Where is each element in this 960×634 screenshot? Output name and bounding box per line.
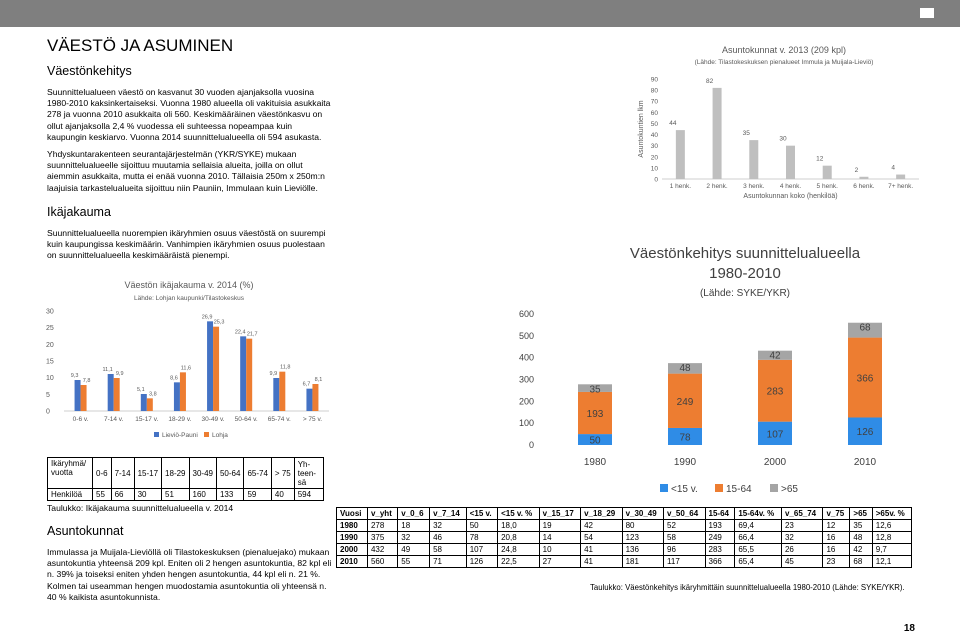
y-tick-label: 0 xyxy=(528,440,534,450)
x-axis-label: Asuntokunnan koko (henkilöä) xyxy=(743,193,838,200)
population-table-cell: 80 xyxy=(622,520,663,532)
y-tick-label: 70 xyxy=(650,98,658,106)
age-table-header: 30-49 xyxy=(189,458,216,489)
y-axis-label: Asuntokuntien lkm xyxy=(638,100,645,158)
population-table-cell: 1980 xyxy=(337,520,368,532)
data-label: 8,6 xyxy=(170,375,178,382)
chart-title: Väestönkehitys suunnittelualueella xyxy=(629,245,861,262)
x-tick-label: 5 henk. xyxy=(816,183,838,190)
population-table-cell: 96 xyxy=(664,544,705,556)
legend-label: >65 xyxy=(781,484,798,495)
bar xyxy=(306,389,312,411)
population-table-header: v_18_29 xyxy=(581,508,622,520)
bar xyxy=(108,374,114,411)
population-table-cell: 66,4 xyxy=(735,532,782,544)
population-table-header: v_75 xyxy=(823,508,850,520)
y-tick-label: 30 xyxy=(650,143,658,151)
age-table-header: 15-17 xyxy=(134,458,161,489)
population-table-cell: 283 xyxy=(705,544,735,556)
age-table-cell: 55 xyxy=(93,489,112,501)
bar xyxy=(114,378,120,411)
population-table-cell: 24,8 xyxy=(498,544,540,556)
x-tick-label: > 75 v. xyxy=(302,416,323,423)
section-heading-age: Ikäjakauma xyxy=(47,205,111,219)
population-table-row xyxy=(337,532,912,544)
population-table-cell: 432 xyxy=(367,544,397,556)
population-table-cell: 136 xyxy=(622,544,663,556)
legend-swatch xyxy=(154,432,159,437)
data-label: 50 xyxy=(589,435,601,447)
population-table-caption: Taulukko: Väestönkehitys ikäryhmittäin suunnittelualueella 1980-2010 (Lähde: SYKE/YKR). xyxy=(590,583,905,592)
population-table-cell: 23 xyxy=(823,556,850,568)
y-tick-label: 10 xyxy=(650,165,658,173)
population-table-cell: 32 xyxy=(398,532,430,544)
population-table-header: >65 xyxy=(850,508,872,520)
bar xyxy=(141,394,147,411)
x-tick-label: 30-49 v. xyxy=(201,416,225,423)
y-tick-label: 600 xyxy=(518,309,534,319)
population-table-cell: 181 xyxy=(622,556,663,568)
population-table-cell: 23 xyxy=(781,520,822,532)
population-table-header: 15-64v. % xyxy=(735,508,782,520)
y-tick-label: 0 xyxy=(654,176,658,184)
data-label: 35 xyxy=(742,130,750,138)
y-tick-label: 100 xyxy=(518,418,534,429)
population-table-cell: 9,7 xyxy=(872,544,911,556)
population-table-cell: 18 xyxy=(398,520,430,532)
y-tick-label: 15 xyxy=(46,358,54,366)
data-label: 7,8 xyxy=(82,378,91,384)
page-title: VÄESTÖ JA ASUMINEN xyxy=(47,36,234,55)
chart-title: Väestön ikäjakauma v. 2014 (%) xyxy=(124,280,254,290)
y-tick-label: 60 xyxy=(650,109,658,117)
data-label: 22,4 xyxy=(234,329,246,336)
chart-title: Asuntokunnat v. 2013 (209 kpl) xyxy=(722,45,846,55)
y-tick-label: 90 xyxy=(650,76,658,84)
data-label: 366 xyxy=(856,373,874,385)
data-label: 126 xyxy=(856,427,874,439)
population-table-cell: 560 xyxy=(367,556,397,568)
population-table-cell: 27 xyxy=(539,556,580,568)
population-development-chart xyxy=(510,230,920,498)
x-tick-label: 2010 xyxy=(853,457,877,468)
legend-swatch xyxy=(660,484,668,492)
y-tick-label: 500 xyxy=(518,330,534,341)
y-tick-label: 300 xyxy=(518,374,534,385)
data-label: 21,7 xyxy=(246,331,258,338)
data-label: 11,1 xyxy=(102,367,113,373)
population-table-row xyxy=(337,520,912,532)
population-table-header: 15-64 xyxy=(705,508,735,520)
population-table-cell: 19 xyxy=(539,520,580,532)
bar xyxy=(81,385,87,411)
data-label: 11,6 xyxy=(180,365,192,372)
bar xyxy=(213,327,219,411)
population-table-cell: 12,8 xyxy=(872,532,911,544)
population-table-cell: 42 xyxy=(581,520,622,532)
bar xyxy=(896,175,905,179)
population-table-header: >65v. % xyxy=(872,508,911,520)
bar xyxy=(246,339,252,411)
population-table-cell: 41 xyxy=(581,556,622,568)
x-tick-label: 2 henk. xyxy=(706,183,728,190)
y-tick-label: 20 xyxy=(46,341,54,349)
chart-subtitle: 1980-2010 xyxy=(709,265,781,282)
x-tick-label: 4 henk. xyxy=(779,183,802,190)
legend-swatch xyxy=(204,432,209,437)
population-table-cell: 2000 xyxy=(337,544,368,556)
legend-swatch xyxy=(715,484,723,492)
population-table-header: v_yht xyxy=(367,508,397,520)
paragraph-households: Immulassa ja Muijala-Lieviöllä oli Tilastokeskuksen (pienaluejako) mukaan asuntokuntia yhteensä 209 kpl. Eniten oli 2 hengen asuntokuntia, 82 kpl eli n. 39% ja toiseksi eniten yhden hengen asuntokuntia, 44 kpl eli n. 21 %. Kolmen tai useamman hengen muodostamia asuntokuntia oli yhteensä n. 40 % kaikista asuntokunnista. xyxy=(47,547,332,602)
age-table-cell: 40 xyxy=(271,489,294,501)
population-table-cell: 16 xyxy=(823,532,850,544)
x-tick-label: 7+ henk. xyxy=(888,183,914,190)
population-table-header: <15 v. % xyxy=(498,508,540,520)
population-table-cell: 193 xyxy=(705,520,735,532)
age-table-cell: 51 xyxy=(162,489,189,501)
population-table-cell: 49 xyxy=(398,544,430,556)
population-table-cell: 26 xyxy=(781,544,822,556)
data-label: 78 xyxy=(679,432,691,444)
section-heading-population: Väestönkehitys xyxy=(47,64,132,78)
age-table-header: 65-74 xyxy=(244,458,271,489)
bar xyxy=(749,140,758,179)
age-table-row-label: Henkilöä xyxy=(48,489,93,501)
population-table-cell: 69,4 xyxy=(735,520,782,532)
age-table-header: 7-14 xyxy=(111,458,134,489)
population-table-cell: 45 xyxy=(781,556,822,568)
population-table-header: v_50_64 xyxy=(664,508,705,520)
data-label: 42 xyxy=(769,350,781,362)
legend-swatch xyxy=(770,484,778,492)
population-table-header: v_65_74 xyxy=(781,508,822,520)
chart-subtitle: Lähde: Lohjan kaupunki/Tilastokeskus xyxy=(134,295,244,302)
population-table-cell: 71 xyxy=(430,556,467,568)
bar xyxy=(859,177,868,179)
population-table-cell: 12,1 xyxy=(872,556,911,568)
population-table-header: Vuosi xyxy=(337,508,368,520)
population-table-cell: 278 xyxy=(367,520,397,532)
age-table-cell: 594 xyxy=(294,489,323,501)
data-label: 3,8 xyxy=(148,391,157,398)
population-table-cell: 65,4 xyxy=(735,556,782,568)
data-label: 249 xyxy=(676,396,694,408)
legend-label: Lieviö-Pauni xyxy=(162,432,198,439)
households-chart xyxy=(634,40,924,206)
x-tick-label: 2000 xyxy=(763,457,787,468)
y-tick-label: 10 xyxy=(46,375,54,383)
age-table-caption: Taulukko: Ikäjakauma suunnittelualueella v. 2014 xyxy=(47,503,234,513)
x-tick-label: 65-74 v. xyxy=(267,416,291,423)
population-table-cell: 35 xyxy=(850,520,872,532)
legend-label: <15 v. xyxy=(671,484,698,495)
population-table-cell: 32 xyxy=(781,532,822,544)
population-table-cell: 52 xyxy=(664,520,705,532)
data-label: 35 xyxy=(589,384,601,396)
population-table-cell: 48 xyxy=(850,532,872,544)
bar xyxy=(786,146,795,179)
x-tick-label: 1990 xyxy=(673,457,697,468)
data-label: 193 xyxy=(586,409,604,421)
population-table-cell: 65,5 xyxy=(735,544,782,556)
population-table-cell: 1990 xyxy=(337,532,368,544)
y-tick-label: 20 xyxy=(650,154,658,162)
age-table-header: 18-29 xyxy=(162,458,189,489)
paragraph-age: Suunnittelualueella nuorempien ikäryhmien osuus väestöstä on suurempi kuin kaupungissa keskimäärin. Vanhimpien ikäryhmien osuus puolestaan on suunnittelualueella keskimääräistä pienempi. xyxy=(47,228,326,261)
data-label: 48 xyxy=(679,363,691,375)
age-table-cell: 133 xyxy=(216,489,243,501)
data-label: 82 xyxy=(705,77,714,85)
data-label: 107 xyxy=(766,429,784,441)
x-tick-label: 3 henk. xyxy=(743,183,765,190)
y-tick-label: 0 xyxy=(46,408,50,416)
x-tick-label: 0-6 v. xyxy=(72,416,89,423)
population-table-cell: 2010 xyxy=(337,556,368,568)
data-label: 25,3 xyxy=(213,319,225,326)
population-table-cell: 16 xyxy=(823,544,850,556)
data-label: 68 xyxy=(859,322,871,334)
population-table-header: v_7_14 xyxy=(430,508,467,520)
data-label: 6,7 xyxy=(302,381,311,388)
data-label: 12 xyxy=(816,155,824,163)
data-label: 5,1 xyxy=(136,387,145,393)
population-table-cell: 12,6 xyxy=(872,520,911,532)
x-tick-label: 7-14 v. xyxy=(103,416,124,423)
population-table-cell: 10 xyxy=(539,544,580,556)
y-tick-label: 400 xyxy=(518,352,534,363)
data-label: 4 xyxy=(891,164,895,172)
y-tick-label: 30 xyxy=(46,308,54,316)
age-distribution-chart xyxy=(44,275,334,445)
population-table-cell: 249 xyxy=(705,532,735,544)
age-table-header: Yh- teen- sä xyxy=(294,458,323,489)
population-table-cell: 20,8 xyxy=(498,532,540,544)
population-table-cell: 12 xyxy=(823,520,850,532)
bar xyxy=(240,336,246,411)
bar xyxy=(713,88,722,179)
x-tick-label: 15-17 v. xyxy=(135,416,159,423)
population-table-cell: 126 xyxy=(466,556,497,568)
age-table-header: > 75 xyxy=(271,458,294,489)
population-table-row xyxy=(337,556,912,568)
header-marker xyxy=(920,8,934,18)
x-tick-label: 50-64 v. xyxy=(234,416,258,423)
data-label: 9,9 xyxy=(115,371,124,377)
bar xyxy=(823,166,832,179)
population-table-header-row xyxy=(337,508,912,520)
data-label: 30 xyxy=(779,135,787,143)
age-table-row xyxy=(48,489,324,501)
data-label: 9,9 xyxy=(269,371,278,377)
age-table-cell: 66 xyxy=(111,489,134,501)
bar xyxy=(207,321,213,411)
y-tick-label: 40 xyxy=(650,132,658,140)
bar xyxy=(174,382,180,411)
population-table-cell: 18,0 xyxy=(498,520,540,532)
bar xyxy=(676,130,685,179)
population-table-cell: 78 xyxy=(466,532,497,544)
chart-source: (Lähde: SYKE/YKR) xyxy=(699,288,791,299)
legend-label: 15-64 xyxy=(726,484,752,495)
x-tick-label: 18-29 v. xyxy=(168,416,192,423)
data-label: 9,3 xyxy=(70,373,79,379)
data-label: 2 xyxy=(854,166,859,174)
legend-label: Lohja xyxy=(212,432,228,439)
population-table-row xyxy=(337,544,912,556)
population-table-cell: 54 xyxy=(581,532,622,544)
y-tick-label: 25 xyxy=(46,325,54,333)
population-table-cell: 32 xyxy=(430,520,467,532)
population-table-header: <15 v. xyxy=(466,508,497,520)
y-tick-label: 200 xyxy=(518,396,534,407)
age-table-header-label: Ikäryhmä/ vuotta xyxy=(48,458,93,489)
population-table-cell: 41 xyxy=(581,544,622,556)
population-table-cell: 117 xyxy=(664,556,705,568)
paragraph-ykr: Yhdyskuntarakenteen seurantajärjestelmän (YKR/SYKE) mukaan suunnittelualueelle sijoittuu muutamia sellaisia alueita, joilla on ollut aiemmin asukkaita, mutta ei enää vuonna 2010. Tällaisia 250m x 250m:n laajuisia tarkastelualueita sijoittuu niin Pauniin, Immulaan kuin Lieviölle. xyxy=(47,149,325,193)
y-tick-label: 5 xyxy=(46,391,50,399)
population-table-cell: 107 xyxy=(466,544,497,556)
y-tick-label: 80 xyxy=(650,87,658,95)
age-table-cell: 59 xyxy=(244,489,271,501)
population-table-cell: 55 xyxy=(398,556,430,568)
bar xyxy=(312,384,318,411)
population-table-cell: 14 xyxy=(539,532,580,544)
y-tick-label: 50 xyxy=(650,120,658,128)
bar xyxy=(75,380,81,411)
paragraph-population: Suunnittelualueen väestö on kasvanut 30 vuoden ajanjaksolla vuosina 1980-2010 kaksinkertaiseksi. Vuonna 1980 alueella oli vakituisia asukkaita 278 ja vuonna 2010 asukkaita oli 560. Keskimääräinen väestönkasvu on ollut ajanjaksolla 2,4 % vuodessa eli suhteessa nopeampaa kuin kaupungin keskiarvo. Vuonna 2014 suunnittelualueella oli 594 asukasta. xyxy=(47,87,331,142)
x-tick-label: 6 henk. xyxy=(853,183,875,190)
header-bar xyxy=(0,0,960,27)
population-table-cell: 123 xyxy=(622,532,663,544)
bar xyxy=(180,372,186,411)
bar xyxy=(147,398,153,411)
population-table-cell: 50 xyxy=(466,520,497,532)
population-table-cell: 22,5 xyxy=(498,556,540,568)
x-tick-label: 1980 xyxy=(583,457,607,468)
population-table-cell: 68 xyxy=(850,556,872,568)
population-table-cell: 58 xyxy=(430,544,467,556)
population-table-cell: 42 xyxy=(850,544,872,556)
population-table-header: v_30_49 xyxy=(622,508,663,520)
chart-subtitle: (Lähde: Tilastokeskuksen pienalueet Immula ja Muijala-Lieviö) xyxy=(694,59,874,66)
population-table-header: v_15_17 xyxy=(539,508,580,520)
data-label: 11,8 xyxy=(280,364,291,371)
section-heading-households: Asuntokunnat xyxy=(47,524,124,538)
population-table-cell: 366 xyxy=(705,556,735,568)
page-number: 18 xyxy=(903,623,915,634)
age-table xyxy=(47,457,324,501)
population-table xyxy=(336,507,912,568)
data-label: 8,1 xyxy=(314,377,323,383)
bar xyxy=(279,372,285,411)
population-table-header: v_0_6 xyxy=(398,508,430,520)
population-table-cell: 375 xyxy=(367,532,397,544)
data-label: 283 xyxy=(766,386,784,398)
data-label: 44 xyxy=(669,120,677,128)
population-table-cell: 46 xyxy=(430,532,467,544)
age-table-cell: 30 xyxy=(134,489,161,501)
age-table-cell: 160 xyxy=(189,489,216,501)
x-tick-label: 1 henk. xyxy=(669,183,692,190)
age-table-header: 0-6 xyxy=(93,458,112,489)
bar xyxy=(273,378,279,411)
data-label: 26,9 xyxy=(201,314,213,321)
age-table-header-row xyxy=(48,458,324,489)
population-table-cell: 58 xyxy=(664,532,705,544)
age-table-header: 50-64 xyxy=(216,458,243,489)
